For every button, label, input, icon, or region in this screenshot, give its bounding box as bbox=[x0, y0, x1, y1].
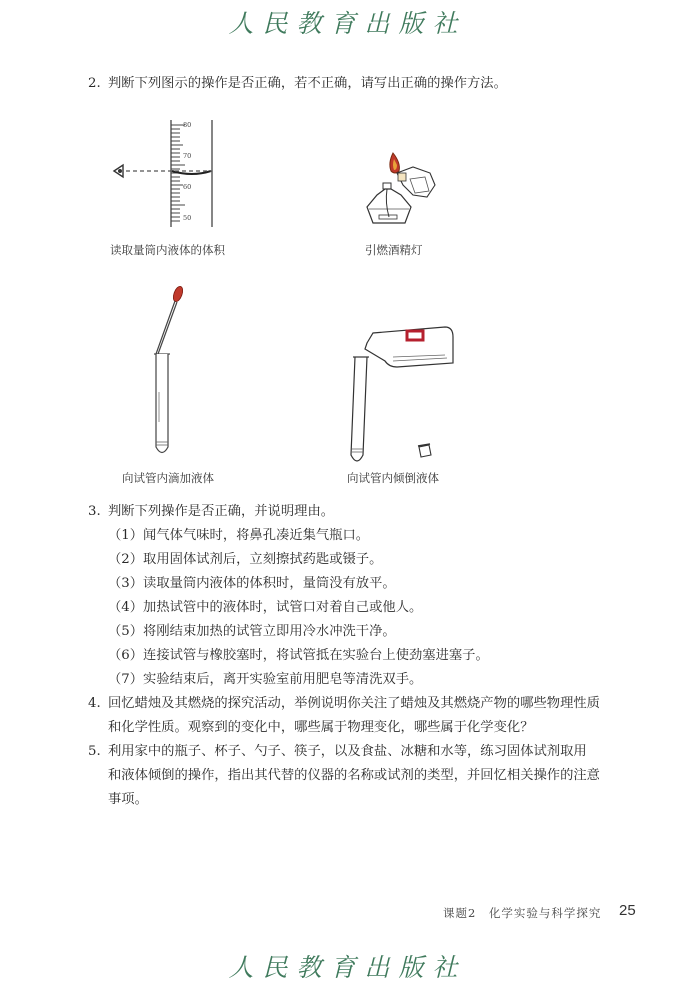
page-number: 25 bbox=[619, 902, 636, 919]
figure-caption: 向试管内滴加液体 bbox=[122, 471, 214, 485]
publisher-logo-bottom: 人民教育出版社 bbox=[228, 953, 467, 982]
scale-label-80: 80 bbox=[183, 121, 192, 129]
pouring-test-tube-figure bbox=[345, 325, 465, 475]
test-tube-icon bbox=[154, 354, 170, 453]
question-3-item-5: （5）将刚结束加热的试管立即用冷水冲洗干净。 bbox=[108, 624, 396, 639]
alcohol-lamp-figure bbox=[355, 145, 455, 235]
figure-caption: 向试管内倾倒液体 bbox=[347, 471, 439, 485]
scale-label-60: 60 bbox=[183, 183, 192, 191]
question-3-item-6: （6）连接试管与橡胶塞时，将试管抵在实验台上使劲塞进塞子。 bbox=[108, 648, 489, 663]
scale-label-50: 50 bbox=[183, 214, 192, 222]
question-3-item-7: （7）实验结束后，离开实验室前用肥皂等清洗双手。 bbox=[108, 672, 423, 687]
bottle-stopper-icon bbox=[418, 444, 431, 457]
question-text-line-2: 和液体倾倒的操作，指出其代替的仪器的名称或试剂的类型，并回忆相关操作的注意 bbox=[108, 768, 600, 783]
question-text-line-2: 和化学性质。观察到的变化中，哪些属于物理变化，哪些属于化学变化？ bbox=[108, 720, 534, 735]
question-3-item-3: （3）读取量筒内液体的体积时，量筒没有放平。 bbox=[108, 576, 396, 591]
publisher-logo-top: 人民教育出版社 bbox=[228, 9, 467, 38]
question-5 bbox=[88, 740, 587, 764]
scale-label-70: 70 bbox=[183, 152, 192, 160]
question-number: 2. bbox=[88, 76, 101, 91]
eye-icon bbox=[114, 165, 123, 177]
dropper-test-tube-figure bbox=[140, 282, 200, 462]
question-number: 5. bbox=[88, 744, 101, 759]
question-4 bbox=[88, 692, 600, 716]
question-2 bbox=[88, 72, 507, 96]
question-text-line-3: 事项。 bbox=[108, 792, 148, 807]
question-text: 判断下列图示的操作是否正确，若不正确，请写出正确的操作方法。 bbox=[108, 76, 507, 91]
question-number: 4. bbox=[88, 696, 101, 711]
question-3-item-1: （1）闻气体气味时，将鼻孔凑近集气瓶口。 bbox=[108, 528, 370, 543]
question-3 bbox=[88, 500, 334, 524]
figure-caption: 读取量筒内液体的体积 bbox=[110, 243, 225, 257]
question-text-line-1: 回忆蜡烛及其燃烧的探究活动，举例说明你关注了蜡烛及其燃烧产物的哪些物理性质 bbox=[108, 696, 600, 711]
section-title: 课题2 化学实验与科学探究 bbox=[443, 906, 602, 920]
reagent-bottle-icon bbox=[365, 327, 453, 367]
question-3-item-4: （4）加热试管中的液体时，试管口对着自己或他人。 bbox=[108, 600, 423, 615]
question-3-item-2: （2）取用固体试剂后，立刻擦拭药匙或镊子。 bbox=[108, 552, 383, 567]
dropper-icon bbox=[156, 285, 184, 354]
figure-caption: 引燃酒精灯 bbox=[365, 243, 423, 257]
graduated-cylinder-figure bbox=[110, 115, 230, 235]
question-text: 判断下列操作是否正确，并说明理由。 bbox=[108, 504, 335, 519]
question-text-line-1: 利用家中的瓶子、杯子、勺子、筷子，以及食盐、冰糖和水等，练习固体试剂取用 bbox=[108, 744, 587, 759]
question-number: 3. bbox=[88, 504, 101, 519]
test-tube-icon bbox=[351, 357, 369, 461]
